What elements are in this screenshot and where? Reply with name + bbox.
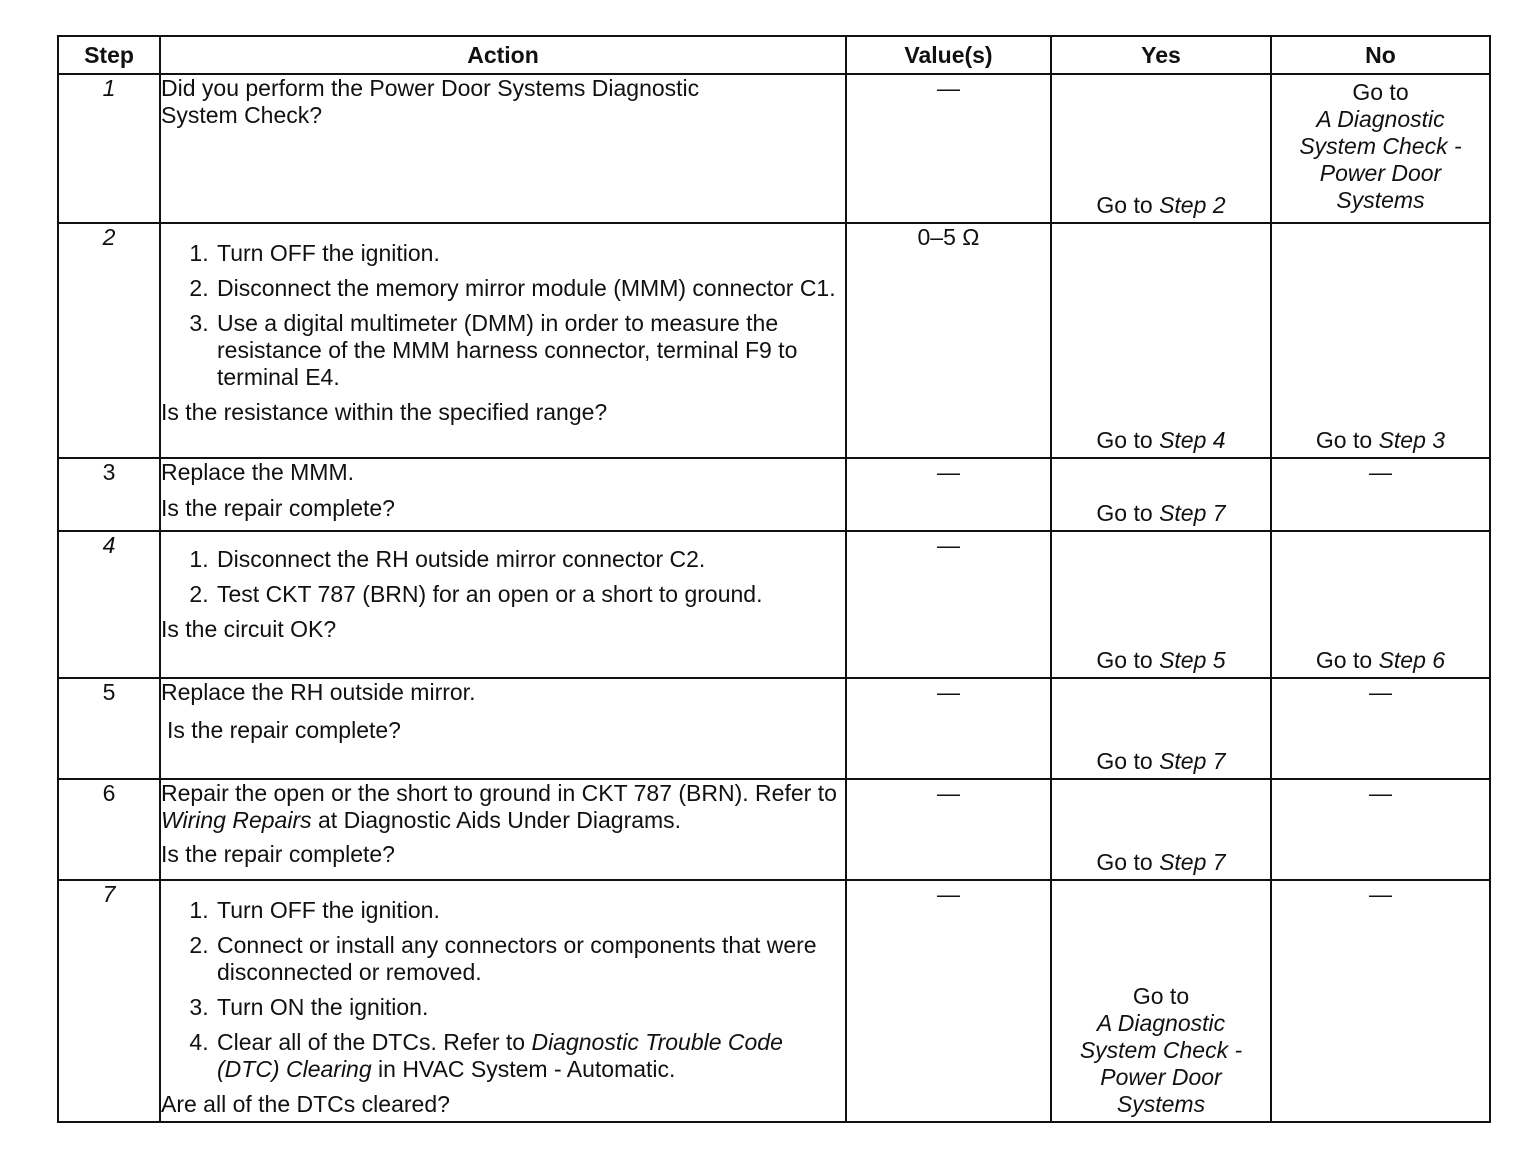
action-text: Did you perform the Power Door Systems Diagnostic System Check? (161, 75, 700, 128)
yes-cell (1051, 223, 1271, 458)
yes-cell (1051, 779, 1271, 880)
no-cell (1271, 223, 1490, 458)
yes-link[interactable]: Go to Step 7 (1096, 500, 1226, 526)
header-no: No (1271, 36, 1490, 74)
yes-link[interactable]: Go to A Diagnostic System Check - Power Door Systems (1079, 983, 1243, 1117)
action-question: Is the repair complete? (161, 841, 395, 867)
action-step: 4. Clear all of the DTCs. Refer to Diagnostic Trouble Code (DTC) Clearing in HVAC System - Automatic. (215, 1029, 845, 1083)
action-steps-list (161, 546, 845, 608)
action-step: 2. Test CKT 787 (BRN) for an open or a short to ground. (215, 581, 845, 608)
header-step: Step (58, 36, 160, 74)
no-link[interactable]: Go to Step 3 (1315, 427, 1446, 453)
header-action: Action (160, 36, 846, 74)
value-cell: — (846, 531, 1051, 678)
action-cell (160, 678, 846, 779)
action-text: Replace the RH outside mirror. (161, 679, 476, 705)
action-cell (160, 74, 846, 223)
table-row (58, 223, 1490, 458)
table-row (58, 779, 1490, 880)
yes-cell (1051, 74, 1271, 223)
step-number: 1 (58, 74, 160, 223)
action-steps-list (161, 897, 845, 1083)
action-question: Is the repair complete? (167, 717, 401, 743)
table-row (58, 74, 1490, 223)
action-text: Repair the open or the short to ground in CKT 787 (BRN). Refer to Wiring Repairs at Diagnostic Aids Under Diagrams. (161, 780, 837, 833)
action-cell (160, 779, 846, 880)
step-number: 3 (58, 458, 160, 531)
yes-link[interactable]: Go to Step 4 (1096, 427, 1226, 453)
dtc-clearing-ref[interactable]: Diagnostic Trouble Code (DTC) Clearing (217, 1029, 783, 1082)
table-row (58, 880, 1490, 1122)
action-question: Is the repair complete? (161, 495, 395, 521)
yes-link[interactable]: Go to Step 5 (1096, 647, 1226, 673)
yes-cell (1051, 458, 1271, 531)
no-cell (1271, 531, 1490, 678)
wiring-repairs-ref[interactable]: Wiring Repairs (161, 807, 312, 833)
table-row (58, 678, 1490, 779)
no-cell: — (1271, 458, 1490, 531)
no-cell: — (1271, 779, 1490, 880)
value-cell: — (846, 779, 1051, 880)
action-step: 1. Turn OFF the ignition. (215, 240, 845, 267)
step-number: 2 (58, 223, 160, 458)
yes-cell (1051, 880, 1271, 1122)
action-question: Is the resistance within the specified range? (161, 399, 608, 425)
action-step: 3. Use a digital multimeter (DMM) in order to measure the resistance of the MMM harness connector, terminal F9 to terminal E4. (215, 310, 845, 391)
no-cell: — (1271, 880, 1490, 1122)
no-cell (1271, 74, 1490, 223)
value-cell: — (846, 880, 1051, 1122)
action-step: 2. Connect or install any connectors or components that were disconnected or removed. (215, 932, 845, 986)
value-cell: — (846, 458, 1051, 531)
yes-link[interactable]: Go to Step 2 (1096, 192, 1226, 218)
action-step: 2. Disconnect the memory mirror module (MMM) connector C1. (215, 275, 845, 302)
action-cell (160, 223, 846, 458)
table-row (58, 531, 1490, 678)
table-row (58, 458, 1490, 531)
header-row (58, 36, 1490, 74)
action-steps-list (161, 240, 845, 391)
step-number: 5 (58, 678, 160, 779)
action-cell (160, 880, 846, 1122)
action-cell (160, 531, 846, 678)
yes-cell (1051, 531, 1271, 678)
yes-link[interactable]: Go to Step 7 (1096, 849, 1226, 875)
yes-link[interactable]: Go to Step 7 (1096, 748, 1226, 774)
step-number: 6 (58, 779, 160, 880)
value-cell: — (846, 678, 1051, 779)
step-number: 7 (58, 880, 160, 1122)
no-cell: — (1271, 678, 1490, 779)
yes-cell (1051, 678, 1271, 779)
value-cell: — (846, 74, 1051, 223)
no-link[interactable]: Go to Step 6 (1315, 647, 1446, 673)
action-cell (160, 458, 846, 531)
no-link[interactable]: Go to A Diagnostic System Check - Power Door Systems (1299, 79, 1462, 213)
header-yes: Yes (1051, 36, 1271, 74)
action-question: Is the circuit OK? (161, 616, 337, 642)
header-values: Value(s) (846, 36, 1051, 74)
action-text: Replace the MMM. (161, 459, 355, 485)
action-step: 3. Turn ON the ignition. (215, 994, 845, 1021)
value-cell: 0–5 Ω (846, 223, 1051, 458)
action-question: Are all of the DTCs cleared? (161, 1091, 450, 1117)
diagnostic-table (57, 35, 1491, 1123)
action-step: 1. Disconnect the RH outside mirror connector C2. (215, 546, 845, 573)
step-number: 4 (58, 531, 160, 678)
action-step: 1. Turn OFF the ignition. (215, 897, 845, 924)
